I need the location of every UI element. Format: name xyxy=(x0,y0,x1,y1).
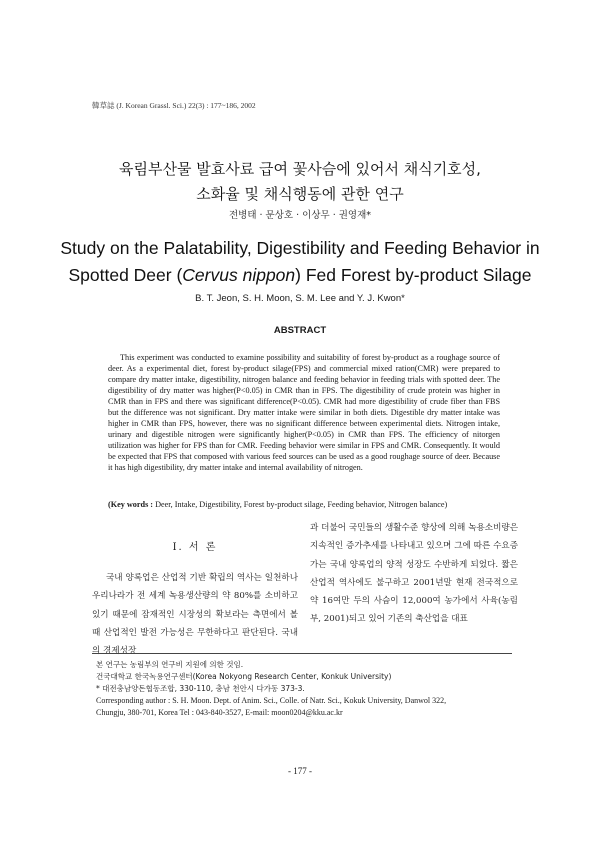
left-column-text: 국내 양록업은 산업적 기반 확립의 역사는 일천하나 우리나라가 전 세계 녹용생산량의 약 80%를 소비하고 있기 때문에 잠재적인 시장성의 확보라는 측면에서 볼 때 산업적인 발전 가능성은 무한하다고 판단된다. 국내의 경제성장 xyxy=(92,573,298,657)
journal-reference: 韓草誌 (J. Korean Grassl. Sci.) 22(3) : 177~186, 2002 xyxy=(92,101,256,110)
keywords-label: (Key words : xyxy=(108,500,154,509)
english-title-line-2-post: ) Fed Forest by-product Silage xyxy=(295,265,532,285)
right-column-text: 과 더불어 국민들의 생활수준 향상에 의해 녹용소비량은 지속적인 증가추세를 나타내고 있으며 그에 따른 수요증가는 국내 양록업의 양적 성장도 수반하게 되었다. 짧은 산업적 역사에도 불구하고 2001년말 현재 전국적으로 약 16여만 두의 사슴이 12,000여 농가에서 사육(농림부, 2001)되고 있어 기존의 축산업을 대표 xyxy=(310,523,518,625)
footnotes xyxy=(96,659,526,719)
keywords xyxy=(108,500,500,509)
footnote-affiliation: 건국대학교 한국녹용연구센터(Korea Nokyong Research Center, Konkuk University) xyxy=(96,672,392,681)
abstract-body: This experiment was conducted to examine possibility and suitability of forest by-product as a roughage source of deer. As a experimental diet, forest by-product silage(FPS) and commercial mixed ration(CMR) were prepared to compare dry matter intake, digestibility, nitrogen balance and feeding behavior in feeding trials with spotted deer. The digestibility of dry matter was higher(P<0.05) in CMR than in FPS. The digestibility of crude protein was higher in CMR than in FPS and there was significant difference(P<0.05). CMR had more digestibility of crude fiber than FBS but the difference was not significant. Dry matter intake were similar in both diets. Digestible dry matter intake was higher in CMR than FPS, however, there was no significant difference between experimental diets. Nitrogen intake, urinary and digestible nitrogen were significantly higher(P<0.05) in CMR than FPS. The efficiency of nitorgen utilization was higher for FPS than for CMR. Feeding behavior were similar in FPS and CMR. Consequently. It would be expected that FPS that composed with various feed sources can be used as a good roughage source of deer. Because it has high digestibility, dry matter intake and internal availability of nitrogen. xyxy=(108,353,500,473)
english-title-line-1: Study on the Palatability, Digestibility and Feeding Behavior in xyxy=(60,238,540,258)
footnote-funding: 본 연구는 농림부의 연구비 지원에 의한 것임. xyxy=(96,660,244,669)
english-authors: B. T. Jeon, S. H. Moon, S. M. Lee and Y. J. Kwon* xyxy=(195,293,405,304)
korean-authors: 전병태 · 문상호 · 이상무 · 권영재* xyxy=(228,210,372,221)
english-title-line-2-pre: Spotted Deer ( xyxy=(68,265,183,285)
section-heading-introduction: Ⅰ. 서 론 xyxy=(172,542,218,553)
korean-title-line-1: 육림부산물 발효사료 급여 꽃사슴에 있어서 채식기호성, xyxy=(119,160,481,178)
abstract-heading: ABSTRACT xyxy=(273,325,327,336)
page-number: - 177 - xyxy=(288,766,312,776)
species-name: Cervus nippon xyxy=(182,265,296,285)
footnote-divider xyxy=(92,653,512,654)
korean-title-line-2: 소화율 및 채식행동에 관한 연구 xyxy=(196,185,404,203)
footnote-corresponding: Corresponding author : S. H. Moon. Dept. of Anim. Sci., Colle. of Natr. Sci., Kokuk University, Danwol 322, xyxy=(96,696,447,705)
footnote-contact: Chungju, 380-701, Korea Tel : 043-840-3527, E-mail: moon0204@kku.ac.kr xyxy=(96,708,343,717)
footnote-affiliation-2: * 대전충남양돈협동조합, 330-110, 충남 천안시 다가동 373-3. xyxy=(96,684,305,693)
keywords-text: Deer, Intake, Digestibility, Forest by-product silage, Feeding behavior, Nitrogen balance) xyxy=(155,500,448,509)
english-title-line-2 xyxy=(0,265,600,286)
